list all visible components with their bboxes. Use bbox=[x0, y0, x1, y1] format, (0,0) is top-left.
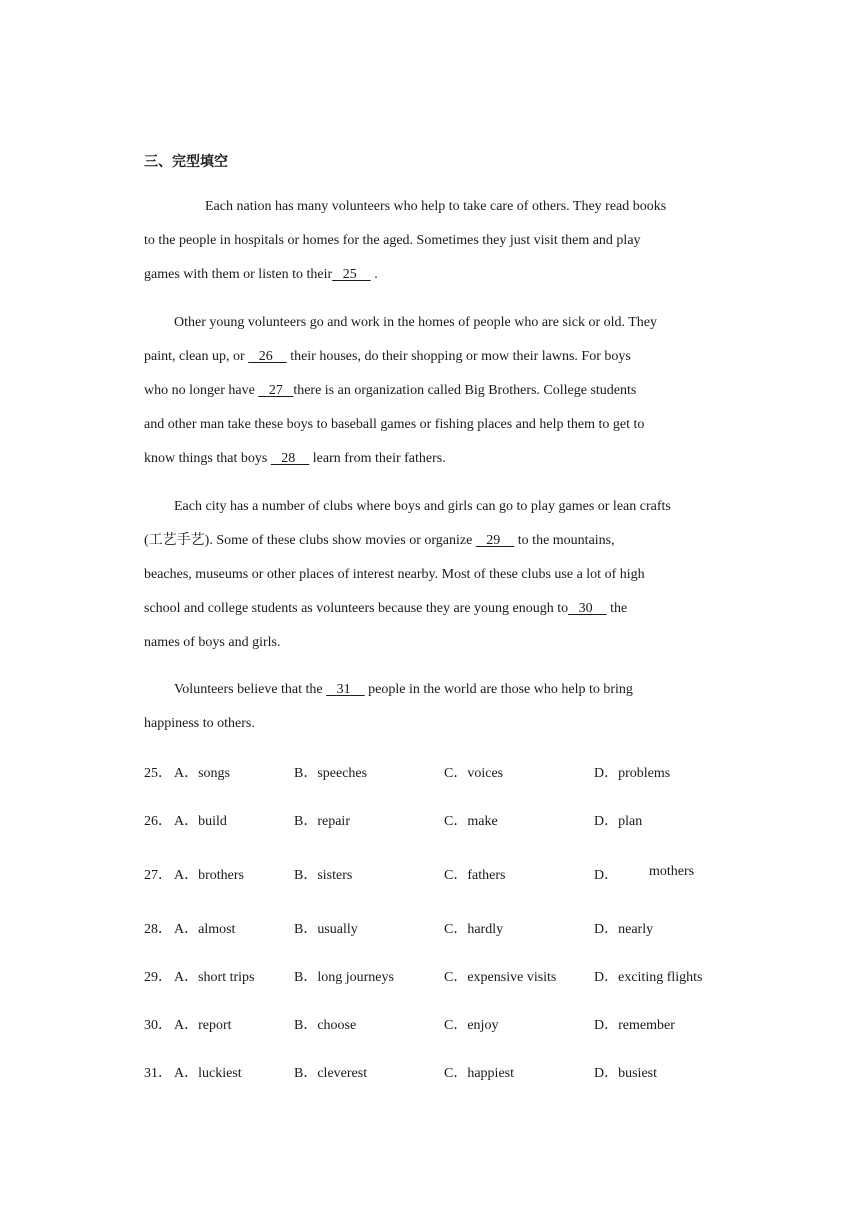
option-a: A．report bbox=[174, 1018, 232, 1033]
blank-30: 30 bbox=[578, 601, 593, 616]
option-a: A．brothers bbox=[174, 868, 244, 883]
option-d-text: mothers bbox=[649, 864, 695, 879]
passage-line: beaches, museums or other places of interest nearby. Most of these clubs use a lot of high bbox=[144, 567, 645, 582]
question-number: 27． bbox=[144, 868, 172, 883]
text-segment: there is an organization called Big Brothers. College students bbox=[293, 383, 637, 398]
passage-line: happiness to others. bbox=[144, 716, 255, 731]
blank-25: 25 bbox=[342, 267, 357, 282]
option-c: C．enjoy bbox=[444, 1018, 499, 1033]
passage-paragraph-4 bbox=[144, 673, 720, 741]
option-b: B．sisters bbox=[294, 868, 353, 883]
question-25 bbox=[144, 762, 744, 782]
text-segment: the bbox=[606, 601, 628, 616]
passage-paragraph-2 bbox=[144, 306, 720, 476]
blank-31: 31 bbox=[336, 682, 351, 697]
text-segment: games with them or listen to their bbox=[144, 267, 333, 282]
question-number: 30． bbox=[144, 1018, 172, 1033]
option-a: A．luckiest bbox=[174, 1066, 242, 1081]
question-number: 29． bbox=[144, 970, 172, 985]
question-number: 28． bbox=[144, 922, 172, 937]
text-segment: paint, clean up, or bbox=[144, 349, 249, 364]
text-segment: people in the world are those who help to bring bbox=[364, 682, 633, 697]
option-b: B．speeches bbox=[294, 766, 368, 781]
option-a: A．almost bbox=[174, 922, 236, 937]
text-segment: who no longer have bbox=[144, 383, 259, 398]
text-segment: know things that boys bbox=[144, 451, 271, 466]
text-segment: Volunteers believe that the bbox=[174, 682, 327, 697]
option-d-label: D． bbox=[594, 868, 619, 883]
text-segment: learn from their fathers. bbox=[309, 451, 446, 466]
text-segment: their houses, do their shopping or mow their lawns. For boys bbox=[286, 349, 631, 364]
passage-line bbox=[144, 524, 720, 558]
option-d: D．busiest bbox=[594, 1066, 657, 1081]
question-number: 25． bbox=[144, 766, 172, 781]
passage-line: to the people in hospitals or homes for the aged. Sometimes they just visit them and play bbox=[144, 233, 641, 248]
passage-line bbox=[144, 258, 720, 292]
blank-28: 28 bbox=[281, 451, 296, 466]
passage-line: names of boys and girls. bbox=[144, 635, 281, 650]
question-28 bbox=[144, 918, 744, 938]
option-b: B．usually bbox=[294, 922, 358, 937]
passage-paragraph-1 bbox=[144, 190, 720, 292]
option-c: C．fathers bbox=[444, 868, 506, 883]
option-a: A．songs bbox=[174, 766, 231, 781]
option-c: C．expensive visits bbox=[444, 970, 557, 985]
option-c: C．hardly bbox=[444, 922, 504, 937]
question-30 bbox=[144, 1014, 744, 1034]
option-d: D．remember bbox=[594, 1018, 675, 1033]
question-31 bbox=[144, 1062, 744, 1082]
question-26 bbox=[144, 810, 744, 830]
question-number: 26． bbox=[144, 814, 172, 829]
blank-29: 29 bbox=[486, 533, 501, 548]
passage-line bbox=[144, 442, 720, 476]
passage-line: Each city has a number of clubs where boys and girls can go to play games or lean crafts bbox=[174, 499, 671, 514]
blank-26: 26 bbox=[258, 349, 273, 364]
text-segment: school and college students as volunteers because they are young enough to bbox=[144, 601, 569, 616]
passage-line bbox=[144, 374, 720, 408]
option-d: D．nearly bbox=[594, 922, 654, 937]
option-c: C．make bbox=[444, 814, 498, 829]
option-c: C．voices bbox=[444, 766, 504, 781]
option-b: B．repair bbox=[294, 814, 350, 829]
option-b: B．choose bbox=[294, 1018, 357, 1033]
text-segment: (工艺手艺). Some of these clubs show movies or organize bbox=[144, 533, 476, 548]
option-d: D．exciting flights bbox=[594, 970, 703, 985]
option-d: D．plan bbox=[594, 814, 643, 829]
text-segment: . bbox=[370, 267, 378, 282]
option-a: A．short trips bbox=[174, 970, 255, 985]
option-b: B．cleverest bbox=[294, 1066, 368, 1081]
passage-line bbox=[144, 673, 720, 707]
section-heading: 三、完型填空 bbox=[144, 154, 228, 170]
passage-paragraph-3 bbox=[144, 490, 720, 660]
option-d: D．problems bbox=[594, 766, 671, 781]
passage-line: Other young volunteers go and work in the homes of people who are sick or old. They bbox=[174, 315, 658, 330]
passage-line: Each nation has many volunteers who help to take care of others. They read books bbox=[205, 199, 667, 214]
option-a: A．build bbox=[174, 814, 227, 829]
passage-line bbox=[144, 592, 720, 626]
passage-line bbox=[144, 340, 720, 374]
question-27 bbox=[144, 864, 744, 884]
option-b: B．long journeys bbox=[294, 970, 394, 985]
question-number: 31． bbox=[144, 1066, 172, 1081]
option-c: C．happiest bbox=[444, 1066, 514, 1081]
text-segment: to the mountains, bbox=[514, 533, 615, 548]
blank-27: 27 bbox=[268, 383, 283, 398]
passage-line: and other man take these boys to baseball games or fishing places and help them to get to bbox=[144, 417, 645, 432]
question-29 bbox=[144, 966, 744, 986]
